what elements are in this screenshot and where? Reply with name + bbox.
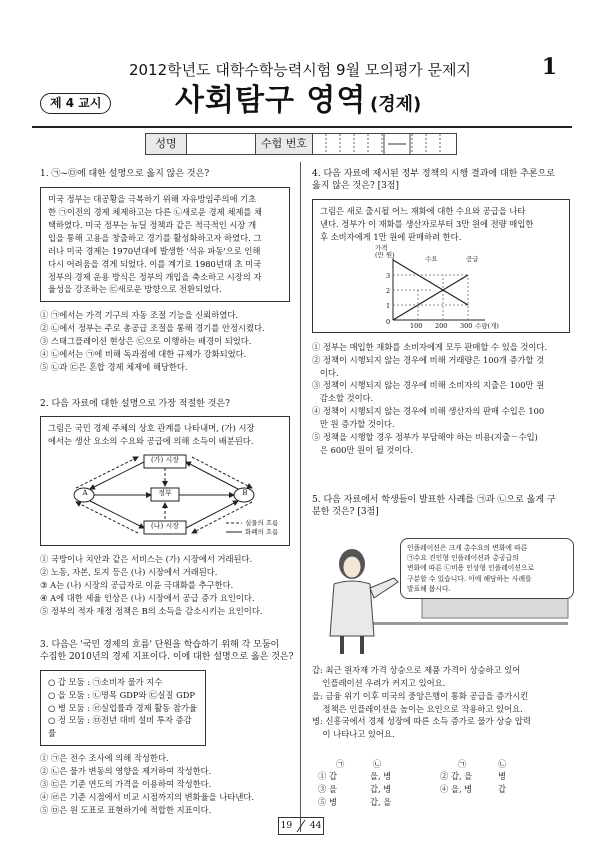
- demand-label: 수요: [425, 254, 438, 263]
- question-1-head: 1. ㉠~㉤에 대한 설명으로 옳지 않은 것은?: [40, 169, 210, 179]
- answer-option-3[interactable]: ③ 을: [318, 784, 337, 794]
- question-5: [312, 494, 570, 519]
- question-3-head-2: 수집한 2010년의 경제 지표이다. 이에 대한 설명으로 옳은 것은?: [40, 652, 294, 663]
- passage-line: 러나 미국 경제는 1970년대에 발생한 '석유 파동'으로 인해: [48, 245, 261, 256]
- name-label: 성명: [146, 134, 187, 154]
- student-line: 인플레이션 우려가 커지고 있어요.: [312, 677, 446, 688]
- node-b-label: B: [242, 489, 248, 498]
- y-tick-3: 3: [386, 271, 391, 280]
- exam-id-digits[interactable]: [312, 134, 456, 154]
- question-4-head-1: 4. 다음 자료에 제시된 정부 정책의 시행 결과에 대한 추론으로: [312, 169, 555, 179]
- passage-line: 그림은 국민 경제 주체의 상호 관계를 나타내며, (가) 시장: [48, 423, 255, 434]
- question-1-passage: [40, 187, 290, 302]
- answer-option-1[interactable]: ① 갑: [318, 771, 337, 781]
- option-3[interactable]: ③ 스태그플레이션 현상은 ㉢으로 이행하는 배경이 되었다.: [40, 336, 252, 346]
- passage-line: 입을 통해 고용을 창출하고 경기를 활성화하고자 하였다. 그: [48, 232, 262, 243]
- passage-line: 한 ㉠이전의 경제 체제하고는 다른 ㉡새로운 경제 체제를 채: [48, 207, 263, 218]
- option-2[interactable]: ② ㉡에서 정부는 주로 총공급 조절을 통해 경기를 안정시켰다.: [40, 323, 265, 334]
- option-2[interactable]: ② 노동, 자본, 토지 등은 (나) 시장에서 거래된다.: [40, 567, 218, 578]
- question-2-passage: [40, 416, 290, 546]
- question-5-head-2: 분한 것은? [3점]: [312, 507, 379, 518]
- question-4-box: [312, 199, 570, 333]
- name-box[interactable]: [145, 133, 257, 155]
- passage-line: 정부의 경제 운용 방식은 정부의 개입을 축소하고 시장의 자: [48, 271, 262, 282]
- page-current: 19: [280, 821, 293, 831]
- page-number: 1: [541, 54, 557, 80]
- node-a-label: A: [82, 489, 88, 498]
- option-1[interactable]: ① ㉠에서는 가격 기구의 자동 조절 기능을 신뢰하였다.: [40, 310, 238, 321]
- passage-line: 다시 어려움을 겪게 되었다. 이를 계기로 1980년대 초 미국: [48, 258, 262, 269]
- y-tick-1: 1: [386, 301, 391, 310]
- origin-label: 0: [386, 317, 391, 326]
- teacher-face: [343, 556, 361, 578]
- question-2: [40, 398, 290, 618]
- option-3[interactable]: ③ 정책이 시행되지 않는 경우에 비해 소비자의 지출은 100만 원: [312, 380, 545, 391]
- option-1[interactable]: ① ㉠은 전수 조사에 의해 작성한다.: [40, 753, 169, 764]
- column-divider: [300, 162, 301, 832]
- legend-money: 화폐의 흐름: [245, 528, 279, 537]
- page-counter: [278, 817, 324, 835]
- option-4-cont: 만 원 증가할 것이다.: [312, 418, 395, 429]
- teacher-arm: [370, 578, 398, 598]
- question-1: [40, 168, 290, 374]
- answer-option-2[interactable]: ② 갑, 을: [440, 771, 473, 781]
- subject-subtitle: (경제): [370, 94, 422, 115]
- col-header-a: ㉠: [336, 759, 345, 769]
- gov-label: 정부: [158, 489, 172, 498]
- question-2-head: 2. 다음 자료에 대한 설명으로 가장 적절한 것은?: [40, 399, 230, 409]
- passage-line: 미국 정부는 대공황을 극복하기 위해 자유방임주의에 기초: [48, 194, 257, 205]
- session-label: 제 4 교시: [40, 93, 111, 114]
- x-axis-label: 수량(개): [475, 321, 499, 330]
- student-line: 이 나타나고 있어요.: [312, 729, 395, 740]
- legend-real: 실물의 흐름: [245, 519, 279, 528]
- supply-label: 공급: [466, 254, 479, 263]
- box-item: ○ 을 모둠 : ㉡명목 GDP와 ㉢실질 GDP: [48, 689, 195, 700]
- passage-line: 낸다. 정부가 이 재화를 생산자로부터 3만 원에 전량 매입한: [320, 218, 534, 229]
- supply-curve: [393, 275, 468, 320]
- col-header-b: ㉡: [498, 759, 507, 769]
- option-4[interactable]: ④ 정책이 시행되지 않는 경우에 비해 생산자의 판매 수입은 100: [312, 406, 545, 417]
- demand-curve: [393, 260, 468, 305]
- option-5[interactable]: ⑤ ㉡과 ㉢은 혼합 경제 체제에 해당한다.: [40, 361, 188, 372]
- question-4-head-2: 옳지 않은 것은? [3점]: [312, 181, 400, 192]
- option-3[interactable]: ③ ㉢은 기준 연도의 가격을 이용하여 작성한다.: [40, 778, 212, 789]
- col-header-b: ㉡: [373, 759, 382, 769]
- box-item: ○ 병 모둠 : ㉣실업률과 경제 활동 참가율: [48, 702, 198, 713]
- option-4[interactable]: ④ ㉣은 기준 시점에서 비교 시점까지의 변화율을 나타낸다.: [40, 791, 255, 802]
- question-4: [312, 168, 570, 457]
- speech-bubble: 인플레이션은 크게 총수요의 변화에 따른 ㉠수요 견인형 인플레이션과 총공급의 변화에 따른 ㉡비용 인상형 인플레이션으로 구분할 수 있습니다. 이에 해당하는 사례를 발표해 봅시다.: [400, 538, 574, 599]
- exam-title: 2012학년도 대학수학능력시험 9월 모의평가 문제지: [128, 61, 472, 79]
- passage-line: 율성을 강조하는 ㉢새로운 방향으로 전환되었다.: [48, 284, 222, 295]
- box-item: ○ 정 모둠 : ㉤전년 대비 설비 투자 증감률: [48, 715, 192, 739]
- passage-line: 그림은 새로 출시될 어느 재화에 대한 수요와 공급을 나타: [320, 205, 526, 216]
- option-1[interactable]: ① 국방이나 치안과 같은 서비스는 (가) 시장에서 거래된다.: [40, 554, 253, 565]
- y-tick-2: 2: [386, 286, 391, 295]
- option-5-cont: 은 600만 원이 될 것이다.: [312, 444, 414, 455]
- option-5[interactable]: ⑤ 정부의 적자 재정 정책은 B의 소득을 감소시키는 요인이다.: [40, 605, 263, 616]
- option-2-cont: 이다.: [312, 367, 339, 378]
- col-header-a: ㉠: [458, 759, 467, 769]
- option-2[interactable]: ② ㉡은 물가 변동의 영향을 제거하여 작성한다.: [40, 765, 212, 776]
- y-axis-label: 가격 (만 원): [375, 243, 395, 259]
- market-a-label: (가) 시장: [151, 456, 179, 465]
- question-3-box: [40, 670, 206, 746]
- answer-row: ③ 을 갑, 병 ④ 을, 병 갑: [318, 784, 507, 794]
- answer-option-4[interactable]: ④ 을, 병: [440, 784, 473, 794]
- answer-table: [318, 758, 568, 809]
- option-3[interactable]: ③ A는 (나) 시장의 공급자로 이윤 극대화를 추구한다.: [40, 580, 234, 591]
- student-line: 갑: 최근 원자재 가격 상승으로 제품 가격이 상승하고 있어: [312, 665, 521, 675]
- answer-row: ① 갑 을, 병 ② 갑, 을 병: [318, 771, 507, 781]
- x-tick-300: 300: [460, 321, 473, 330]
- market-b-label: (나) 시장: [151, 522, 179, 531]
- option-2[interactable]: ② 정책이 시행되지 않는 경우에 비해 거래량은 100개 증가할 것: [312, 354, 545, 365]
- student-line: 을: 금융 위기 이후 미국의 중앙은행이 통화 공급을 증가시킨: [312, 690, 529, 701]
- answer-option-5[interactable]: ⑤ 병: [318, 797, 337, 807]
- answer-row: ⑤ 병 갑, 을: [318, 797, 392, 807]
- student-line: 정책은 인플레이션을 높이는 요인으로 작용하고 있어요.: [312, 703, 523, 714]
- option-4[interactable]: ④ ㉡에서는 ㉠에 비해 독과점에 대한 규제가 강화되었다.: [40, 348, 247, 359]
- box-item: ○ 갑 모둠 : ㉠소비자 물가 지수: [48, 676, 163, 687]
- option-5[interactable]: ⑤ 정책을 시행할 경우 정부가 부담해야 하는 비용(지출－수입): [312, 431, 538, 442]
- slash-icon: [295, 819, 307, 833]
- student-line: 병: 신흥국에서 경제 성장에 따른 소득 증가로 물가 상승 압력: [312, 716, 531, 727]
- passage-line: 택하였다. 미국 정부는 뉴딜 정책과 같은 적극적인 시장 개: [48, 220, 257, 231]
- question-5-head-1: 5. 다음 자료에서 학생들이 발표한 사례를 ㉠과 ㉡으로 옳게 구: [312, 495, 556, 505]
- exam-id-box[interactable]: [255, 133, 457, 155]
- teacher-body: [330, 581, 374, 636]
- x-tick-100: 100: [410, 321, 423, 330]
- x-tick-200: 200: [435, 321, 448, 330]
- header-rule: [32, 126, 572, 128]
- page-total: 44: [309, 821, 322, 831]
- option-1[interactable]: ① 정부는 매입한 재화를 소비자에게 모두 판매할 수 있을 것이다.: [312, 341, 548, 352]
- question-3: [40, 639, 294, 816]
- subject-title: 사회탐구 영역: [175, 83, 367, 118]
- exam-id-grid: [312, 134, 456, 154]
- exam-id-label: 수험 번호: [256, 134, 313, 154]
- question-5-students: [312, 664, 570, 741]
- option-4[interactable]: ④ A에 대한 세율 인상은 (나) 시장에서 공급 증가 요인이다.: [40, 592, 255, 603]
- option-5[interactable]: ⑤ ㉤은 원 도표로 표현하기에 적합한 지표이다.: [40, 804, 212, 815]
- question-3-head-1: 3. 다음은 '국민 경제의 흐름' 단원을 학습하기 위해 각 모둠이: [40, 640, 280, 650]
- option-3-cont: 감소할 것이다.: [312, 393, 374, 404]
- passage-line: 후 소비자에게 1만 원에 판매하려 한다.: [320, 231, 462, 242]
- passage-line: 에서는 생산 요소의 수요와 공급에 의해 소득이 배분된다.: [48, 436, 254, 447]
